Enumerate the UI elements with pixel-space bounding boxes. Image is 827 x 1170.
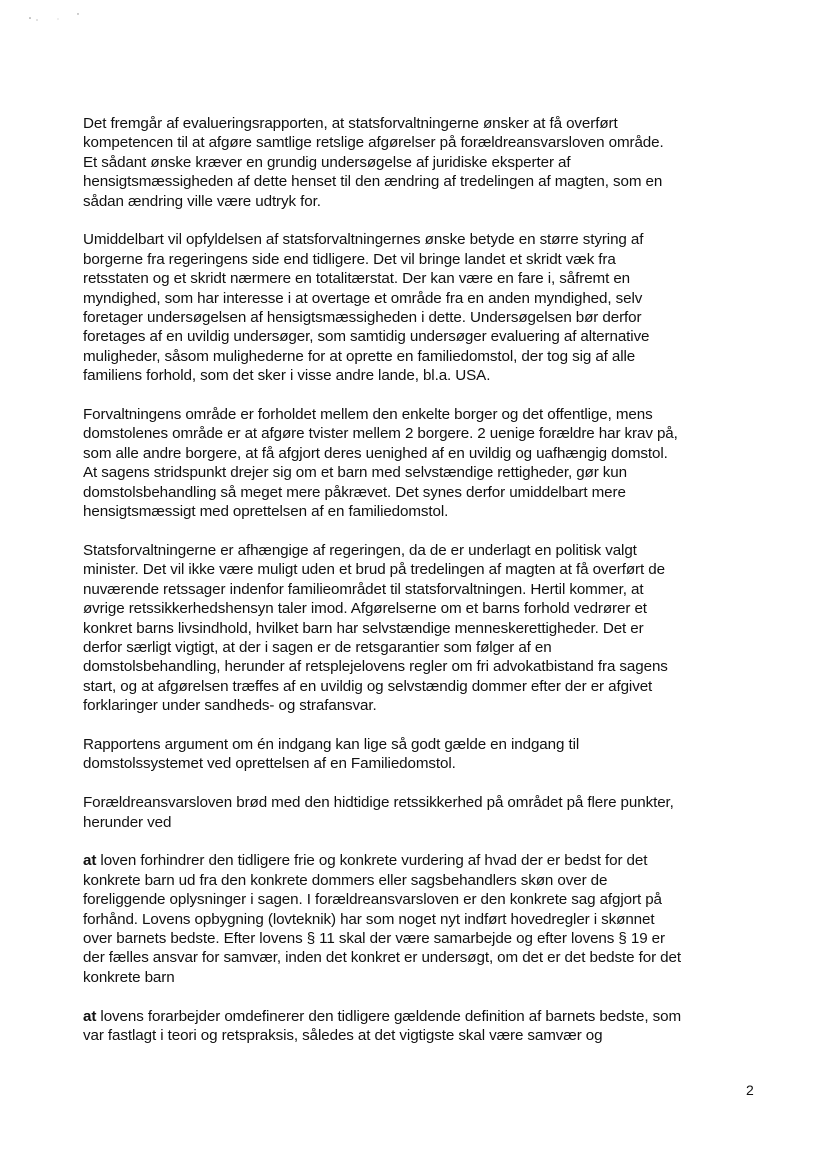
paragraph-parental-act-intro: Forældreansvarsloven brød med den hidtidige retssikkerhed på området på flere punkter, herunder ved [83,794,674,831]
paragraph-evaluation-report: Det fremgår af evalueringsrapporten, at statsforvaltningerne ønsker at få overført kompetencen til at afgøre samtlige retslige afgørelser på forældreansvarsloven område. Et sådant ønske kræver en grundig undersøgelse af juridiske eksperter af hensigtsmæssigheden af dette henset til den ændring af tredelingen af magten, som en sådan ændring ville være udtryk for. [83,115,664,210]
point-text: lovens forarbejder omdefinerer den tidligere gældende definition af barnets bedste, som var fastlagt i teori og retspraksis, således at det vigtigste skal være samvær og [83,1007,682,1044]
paragraph-point-preparatory-works [83,1007,783,1046]
paragraph-point-assessment [83,851,783,987]
point-lead-word: at [83,852,97,870]
point-text: loven forhindrer den tidligere frie og konkrete vurdering af hvad der er bedst for det konkrete barn ud fra den konkrete dommers eller sagsbehandlers skøn over de foreliggende oplysninger i sagen. I forældreansvarsloven er den konkrete sag afgjort på forhånd. Lovens opbygning (lovteknik) har som noget nyt indført hovedregler i skønnet over barnets bedste. Efter lovens § 11 skal der være samarbejde og efter lovens § 19 er der fælles ansvar for samvær, inden det konkret er undersøgt, om det er det bedste for det konkrete barn [83,852,681,986]
page-number: 2 [746,1082,754,1098]
paragraph-separation-of-powers: Statsforvaltningerne er afhængige af regeringen, da de er underlagt en politisk valgt minister. Det vil ikke være muligt uden et brud på tredelingen af magten at få overført de nuværende retssager indenfor familieområdet til statsforvaltningen. Hertil kommer, at øvrige retssikkerhedshensyn taler imod. Afgørelserne om et barns forhold vedrører et konkret barns livsindhold, hvilket barn har selvstændige menneskerettigheder. Det er derfor særligt vigtigt, at der i sagen er de retsgarantier som følger af en domstolsbehandling, herunder af retsplejelovens regler om fri advokatbistand fra sagens start, og at afgørelsen træffes af en uvildig og selvstændig dommer efter der er afgivet forklaringer under sandheds- og strafansvar. [83,541,668,715]
scan-artifact [28,10,88,24]
point-lead-word: at [83,1007,97,1025]
paragraph-administration-vs-courts: Forvaltningens område er forholdet mellem den enkelte borger og det offentlige, mens domstolenes område er at afgøre tvister mellem 2 borgere. 2 uenige forældre har krav på, som alle andre borgere, at få afgjort deres uenighed af en uvildig og uafhængig domstol. At sagens stridspunkt drejer sig om et barn med selvstændige rettigheder, gør kun domstolsbehandling så meget mere påkrævet. Det synes derfor umiddelbart mere hensigtsmæssigt med oprettelsen af en familiedomstol. [83,406,678,521]
paragraph-single-entry: Rapportens argument om én indgang kan lige så godt gælde en indgang til domstolssystemet ved oprettelsen af en Familiedomstol. [83,735,580,773]
document-body [83,114,783,1065]
paragraph-state-control: Umiddelbart vil opfyldelsen af statsforvaltningernes ønske betyde en større styring af borgerne fra regeringens side end tidligere. Det vil bringe landet et skridt væk fra retsstaten og et skridt nærmere en totalitærstat. Der kan være en fare i, såfremt en myndighed, som har interesse i at overtage et område fra en anden myndighed, selv foretager undersøgelsen af hensigtsmæssigheden i dette. Undersøgelsen bør derfor foretages af en uvildig undersøger, som samtidig undersøger evaluering af alternative muligheder, såsom mulighederne for at oprette en familiedomstol, der tog sig af alle familiens forhold, som det sker i visse andre lande, bl.a. USA. [83,231,650,385]
